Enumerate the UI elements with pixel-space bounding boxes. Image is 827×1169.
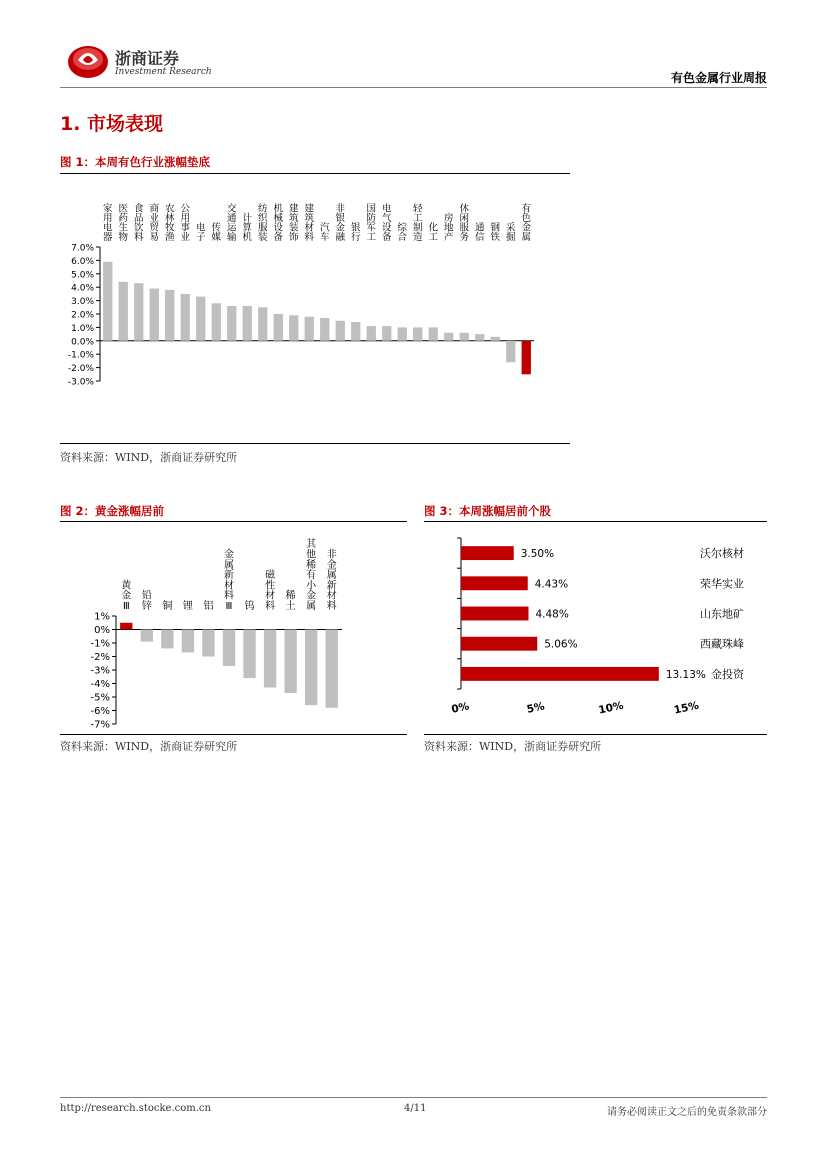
bar: [227, 306, 236, 341]
category-label: 建筑装饰: [288, 203, 299, 243]
category-label: 采掘: [505, 222, 516, 243]
figure-2-bottom-rule: [60, 734, 407, 735]
bar: [181, 294, 190, 341]
y-tick-label: -5%: [90, 692, 110, 704]
bar: [461, 607, 528, 621]
data-label: 4.48%: [535, 608, 569, 621]
report-name: 有色金属行业周报: [670, 71, 767, 85]
category-label: 纺织服装: [257, 203, 268, 243]
bar: [351, 322, 360, 341]
bar: [429, 327, 438, 340]
bar: [460, 333, 469, 341]
bar: [444, 333, 453, 341]
category-label: 计算机: [242, 213, 253, 243]
category-label: 钢铁: [490, 222, 501, 243]
category-label: 家用电器: [102, 203, 113, 243]
figure-3-source: 资料来源：WIND，浙商证券研究所: [424, 740, 602, 753]
data-label: 3.50%: [520, 548, 555, 561]
figure-1-title: 图 1：本周有色行业涨幅垫底: [60, 155, 211, 169]
y-tick-label: 3.0%: [71, 297, 94, 308]
bar: [274, 314, 283, 341]
category-label: 休闲服务: [459, 203, 470, 243]
y-tick-label: -2%: [90, 652, 110, 663]
x-tick-label: 0%: [450, 700, 471, 716]
bar: [336, 321, 345, 341]
bar: [120, 623, 132, 630]
y-tick-label: -4%: [90, 679, 110, 690]
category-label: 稀土: [285, 590, 296, 612]
figure-2-source: 资料来源：WIND，浙商证券研究所: [60, 740, 238, 753]
category-label: 铜: [162, 601, 173, 612]
category-label: 锂: [182, 601, 193, 612]
category-label: 国防军工: [366, 203, 377, 243]
bar: [134, 283, 143, 341]
category-label: 建筑材料: [304, 203, 315, 243]
category-label: 金投资: [711, 667, 744, 681]
footer-url[interactable]: http://research.stocke.com.cn: [60, 1103, 211, 1114]
bar: [165, 290, 174, 341]
x-tick-label: 10%: [597, 699, 625, 717]
category-label: 商业贸易: [149, 203, 160, 243]
y-tick-label: -3%: [90, 665, 110, 677]
y-tick-label: 1%: [94, 611, 110, 623]
y-tick-label: 7.0%: [71, 243, 94, 254]
y-tick-label: 2.0%: [71, 310, 94, 321]
category-label: 铅锌: [141, 590, 152, 612]
category-label: 磁性材料: [265, 570, 276, 612]
bar: [196, 297, 205, 341]
bar: [522, 341, 531, 375]
category-label: 机械设备: [273, 203, 284, 243]
footer-divider: [60, 1097, 767, 1098]
bar: [398, 327, 407, 340]
category-label: 荣华实业: [700, 577, 744, 591]
bar: [243, 306, 252, 341]
category-label: 汽车: [319, 222, 330, 243]
y-tick-label: -2.0%: [67, 364, 94, 375]
category-label: 房地产: [443, 213, 454, 243]
category-label: 非金属新材料: [326, 549, 337, 612]
bar: [461, 576, 528, 590]
bar: [382, 326, 391, 341]
company-name: 浙商证券: [115, 49, 180, 68]
category-label: 轻工制造: [412, 203, 423, 243]
bar: [182, 630, 194, 653]
industry-bar-chart: [60, 176, 572, 386]
category-label: 化工: [428, 222, 439, 243]
section-title: 1. 市场表现: [60, 113, 164, 135]
bar: [305, 317, 314, 341]
y-tick-label: 6.0%: [71, 256, 94, 267]
category-label: 沃尔核材: [700, 547, 744, 561]
data-label: 13.13%: [665, 668, 706, 681]
bar: [103, 262, 112, 341]
category-label: 电子: [195, 222, 206, 243]
bar: [212, 303, 221, 341]
bar: [461, 667, 659, 681]
category-label: 银行: [350, 222, 361, 243]
y-tick-label: -6%: [90, 706, 110, 717]
bar: [367, 326, 376, 341]
y-tick-label: 0.0%: [71, 337, 94, 348]
bar: [320, 318, 329, 341]
bar: [461, 637, 537, 651]
header-divider: [60, 87, 767, 88]
figure-3-bottom-rule: [424, 734, 767, 735]
category-label: 食品饮料: [133, 203, 144, 243]
figure-2-title: 图 2：黄金涨幅居前: [60, 504, 165, 518]
bar: [461, 546, 514, 560]
category-label: 西藏珠峰: [700, 637, 744, 651]
bar: [305, 630, 317, 706]
category-label: 非银金融: [335, 203, 346, 243]
y-tick-label: 1.0%: [71, 323, 94, 334]
category-label: 铝: [203, 601, 214, 612]
category-label: 公用事业: [180, 203, 191, 243]
category-label: 电气设备: [381, 203, 392, 243]
category-label: 交通运输: [226, 203, 237, 243]
y-tick-label: -1.0%: [67, 350, 94, 361]
figure-1-source: 资料来源：WIND，浙商证券研究所: [60, 451, 238, 464]
bar: [413, 327, 422, 340]
bar: [284, 630, 296, 693]
bar: [141, 630, 153, 642]
x-tick-label: 15%: [672, 699, 700, 717]
data-label: 4.43%: [534, 578, 569, 591]
category-label: 传媒: [211, 222, 222, 243]
bar: [475, 334, 484, 341]
category-label: 综合: [397, 222, 408, 243]
bar: [289, 315, 298, 340]
y-tick-label: -3.0%: [67, 377, 94, 386]
page-number: 4/11: [404, 1103, 427, 1114]
figure-3-title: 图 3：本周涨幅居前个股: [424, 504, 552, 518]
y-tick-label: -7%: [90, 719, 110, 731]
y-tick-label: 4.0%: [71, 283, 94, 294]
category-label: 有色金属: [521, 203, 532, 243]
y-tick-label: -1%: [90, 638, 110, 650]
bar: [264, 630, 276, 688]
category-label: 医药生物: [118, 203, 129, 243]
company-subtitle: Investment Research: [115, 67, 212, 77]
bar: [491, 337, 500, 341]
bar: [161, 630, 173, 649]
bar: [119, 282, 128, 341]
bar: [243, 630, 255, 679]
company-logo: [66, 40, 110, 80]
bar: [326, 630, 338, 708]
category-label: 其他稀有小金属: [306, 539, 317, 612]
figure-3-top-rule: [424, 521, 767, 522]
bar: [223, 630, 235, 666]
bar: [150, 289, 159, 341]
category-label: 山东地矿: [700, 607, 744, 621]
y-tick-label: 5.0%: [71, 270, 94, 281]
category-label: 黄金 Ⅲ: [121, 580, 132, 612]
x-tick-label: 5%: [525, 700, 546, 716]
bar: [506, 341, 515, 362]
category-label: 金属新材料 Ⅲ: [224, 549, 234, 612]
bar: [202, 630, 214, 657]
y-tick-label: 0%: [94, 625, 110, 636]
top-stocks-bar-chart: [424, 526, 767, 732]
bar: [258, 307, 267, 341]
figure-2-top-rule: [60, 521, 407, 522]
data-label: 5.06%: [544, 638, 578, 651]
subsector-bar-chart: [60, 526, 407, 732]
category-label: 钨: [244, 601, 255, 612]
figure-1-top-rule: [60, 173, 570, 174]
figure-1-bottom-rule: [60, 443, 570, 444]
category-label: 通信: [474, 222, 485, 243]
footer-disclaimer: 请务必阅读正文之后的免责条款部分: [607, 1107, 767, 1118]
category-label: 农林牧渔: [164, 203, 175, 243]
